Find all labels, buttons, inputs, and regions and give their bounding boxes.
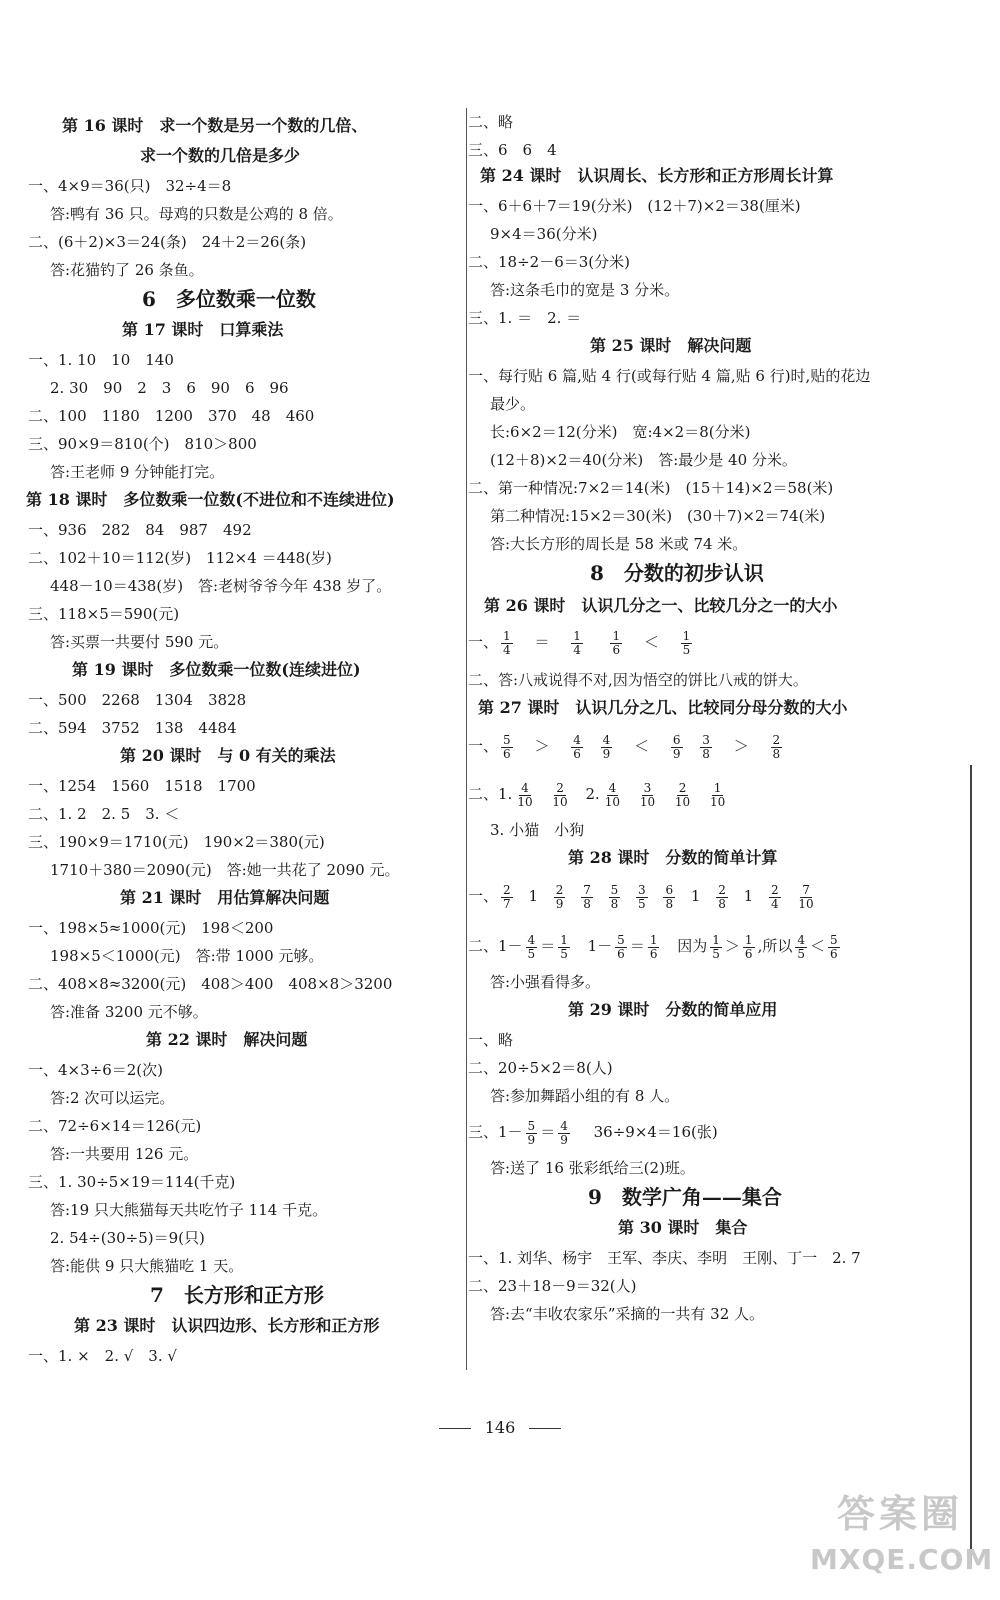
answer-line: 长:6×2＝12(分米) 宽:4×2＝8(分米) (490, 423, 751, 441)
comparison-sign: ＞ (733, 737, 749, 755)
answer-line: 一、略 (468, 1031, 514, 1049)
answer-line: 一、1. × 2. √ 3. √ (28, 1347, 177, 1365)
fraction-compare-line (468, 728, 785, 764)
answer-line: 三、6 6 4 (468, 141, 557, 159)
answer-line: 答:参加舞蹈小组的有 8 人。 (490, 1087, 680, 1105)
lesson-30-title: 第 30 课时 集合 (618, 1218, 748, 1237)
expression-text: 三、1－ (468, 1123, 523, 1141)
fraction: $\frac{2}{4}$ (770, 882, 779, 911)
fraction: $\frac{6}{9}$ (672, 732, 681, 761)
answer-line: 三、1. 30÷5×19＝114(千克) (28, 1173, 236, 1191)
answer-line: 三、118×5＝590(元) (28, 605, 180, 623)
answer-line: 一、500 2268 1304 3828 (28, 691, 247, 709)
expression-text: 因为 (677, 937, 708, 955)
fraction: $\frac{2}{7}$ (503, 882, 511, 911)
comparison-sign: ＞ (724, 937, 740, 955)
fraction: $\frac{1}{10}$ (709, 780, 726, 809)
answer-line: 2. 30 90 2 3 6 90 6 96 (50, 379, 289, 397)
answer-line: 一、4×3÷6＝2(次) (28, 1061, 164, 1079)
watermark-cn: 答案圈 (836, 1492, 963, 1536)
fraction: $\frac{2}{8}$ (772, 732, 781, 761)
comparison-sign: ＞ (534, 737, 550, 755)
answer-line: 答:王老师 9 分钟能打完。 (50, 463, 225, 481)
item-number: 2. (585, 785, 600, 803)
answer-line: 答:鸭有 36 只。母鸡的只数是公鸡的 8 倍。 (50, 205, 343, 223)
equals-sign: ＝ (540, 1123, 556, 1141)
fraction: $\frac{4}{9}$ (560, 1118, 568, 1147)
answer-line: 二、18÷2－6＝3(分米) (468, 253, 630, 271)
fraction: $\frac{2}{8}$ (718, 882, 726, 911)
fraction: $\frac{5}{6}$ (617, 932, 625, 961)
answer-line: 二、594 3752 138 4484 (28, 719, 237, 737)
fraction: $\frac{1}{5}$ (682, 628, 691, 657)
expression-text: 二、1－ (468, 937, 523, 955)
answer-line: 一、1. 刘华、杨宇 王军、李庆、李明 王刚、丁一 2. 7 (468, 1249, 861, 1267)
item-number: 二、1. (468, 785, 513, 803)
answer-line: 二、102＋10＝112(岁) 112×4 ＝448(岁) (28, 549, 332, 567)
fraction: $\frac{7}{8}$ (583, 882, 591, 911)
answer-line: 答:准备 3200 元不够。 (50, 1003, 208, 1021)
whole-number: 1 (690, 887, 701, 905)
item-number: 一、 (468, 737, 499, 755)
answer-line: 198×5＜1000(元) 答:带 1000 元够。 (50, 947, 324, 965)
fraction: $\frac{5}{9}$ (527, 1118, 536, 1147)
answer-line: 一、936 282 84 987 492 (28, 521, 252, 539)
answer-line: 一、1254 1560 1518 1700 (28, 777, 256, 795)
whole-number: 1 (743, 887, 754, 905)
page-number-dash (529, 1428, 561, 1429)
lesson-21-title: 第 21 课时 用估算解决问题 (120, 888, 330, 907)
answer-line: 二、第一种情况:7×2＝14(米) (15＋14)×2＝58(米) (468, 479, 834, 497)
lesson-18-title: 第 18 课时 多位数乘一位数(不进位和不连续进位) (26, 490, 395, 509)
lesson-29-title: 第 29 课时 分数的简单应用 (568, 1000, 778, 1019)
comparison-sign: ＜ (809, 937, 825, 955)
chapter-8-title: 8 分数的初步认识 (590, 561, 764, 585)
fraction: $\frac{4}{10}$ (604, 780, 621, 809)
answer-line: 答:能供 9 只大熊猫吃 1 天。 (50, 1257, 244, 1275)
fraction: $\frac{3}{5}$ (638, 882, 646, 911)
fraction: $\frac{3}{10}$ (639, 780, 656, 809)
lesson-28-title: 第 28 课时 分数的简单计算 (568, 848, 778, 867)
item-number: 一、 (468, 887, 499, 905)
fraction: $\frac{2}{10}$ (674, 780, 691, 809)
answer-line: 一、6＋6＋7＝19(分米) (12＋7)×2＝38(厘米) (468, 197, 801, 215)
equals-sign: ＝ (540, 937, 556, 955)
fraction-calc-line (468, 1114, 718, 1150)
fraction: $\frac{1}{6}$ (649, 932, 658, 961)
watermark-logo (810, 1488, 994, 1593)
fraction-calc-line (468, 928, 843, 964)
answer-line: 答:大长方形的周长是 58 米或 74 米。 (490, 535, 748, 553)
fraction-compare-line (468, 624, 695, 660)
comparison-sign: ＝ (534, 633, 550, 651)
fraction: $\frac{4}{10}$ (517, 780, 533, 809)
answer-line: 答:这条毛巾的宽是 3 分米。 (490, 281, 680, 299)
answer-line: 答:19 只大熊猫每天共吃竹子 114 千克。 (50, 1201, 328, 1219)
lesson-17-title: 第 17 课时 口算乘法 (122, 320, 284, 339)
fraction: $\frac{5}{8}$ (610, 882, 619, 911)
answer-line: 答:送了 16 张彩纸给三(2)班。 (490, 1159, 695, 1177)
page-number-text: 146 (484, 1418, 516, 1437)
comparison-sign: ＜ (643, 633, 659, 651)
fraction: $\frac{1}{4}$ (503, 628, 511, 657)
fraction: $\frac{1}{5}$ (712, 932, 720, 961)
lesson-26-title: 第 26 课时 认识几分之一、比较几分之一的大小 (484, 596, 838, 615)
answer-line: 448－10＝438(岁) 答:老树爷爷今年 438 岁了。 (50, 577, 392, 595)
equals-sign: ＝ (629, 937, 645, 955)
whole-number: 1 (528, 887, 538, 905)
answer-line: 二、20÷5×2＝8(人) (468, 1059, 613, 1077)
answer-line: 三、1. ＝ 2. ＝ (468, 309, 582, 327)
answer-line: 3. 小猫 小狗 (490, 821, 585, 839)
lesson-20-title: 第 20 课时 与 0 有关的乘法 (120, 746, 336, 765)
fraction: $\frac{3}{8}$ (702, 732, 710, 761)
fraction: $\frac{7}{10}$ (798, 882, 814, 911)
watermark-en: MXQE.COM (810, 1543, 994, 1576)
answer-line: 二、(6＋2)×3＝24(条) 24＋2＝26(条) (28, 233, 307, 251)
answer-line: 答:买票一共要付 590 元。 (50, 633, 229, 651)
expression-text: 1－ (587, 937, 613, 955)
answer-line: 二、答:八戒说得不对,因为悟空的饼比八戒的饼大。 (468, 671, 808, 689)
lesson-23-title: 第 23 课时 认识四边形、长方形和正方形 (74, 1316, 380, 1335)
answer-line: 二、408×8≈3200(元) 408＞400 408×8＞3200 (28, 975, 393, 993)
lesson-16-title-line1: 第 16 课时 求一个数是另一个数的几倍、 (62, 116, 368, 135)
answer-line: 一、每行贴 6 篇,贴 4 行(或每行贴 4 篇,贴 6 行)时,贴的花边 (468, 367, 871, 385)
answer-line: 第二种情况:15×2＝30(米) (30＋7)×2＝74(米) (490, 507, 826, 525)
answer-line: 二、100 1180 1200 370 48 460 (28, 407, 315, 425)
lesson-24-title: 第 24 课时 认识周长、长方形和正方形周长计算 (480, 166, 834, 185)
answer-line: 二、72÷6×14＝126(元) (28, 1117, 202, 1135)
answer-line: 答:花猫钓了 26 条鱼。 (50, 261, 204, 279)
fraction: $\frac{4}{9}$ (602, 732, 611, 761)
page-number-dash (439, 1428, 471, 1429)
lesson-22-title: 第 22 课时 解决问题 (146, 1030, 308, 1049)
fraction: $\frac{5}{6}$ (830, 932, 838, 961)
fraction: $\frac{1}{4}$ (573, 628, 581, 657)
expression-text: 36÷9×4＝16(张) (593, 1123, 718, 1141)
answer-line: 最少。 (490, 395, 536, 413)
answer-line: 三、190×9＝1710(元) 190×2＝380(元) (28, 833, 325, 851)
chapter-7-title: 7 长方形和正方形 (150, 1283, 324, 1307)
answer-line: 一、4×9＝36(只) 32÷4＝8 (28, 177, 232, 195)
lesson-16-title-line2: 求一个数的几倍是多少 (140, 146, 301, 165)
answer-line: 2. 54÷(30÷5)＝9(只) (50, 1229, 205, 1247)
page-number (0, 1418, 1000, 1437)
chapter-6-title: 6 多位数乘一位数 (142, 287, 316, 311)
answer-line: 答:一共要用 126 元。 (50, 1145, 199, 1163)
lesson-25-title: 第 25 课时 解决问题 (590, 336, 752, 355)
answer-line: 9×4＝36(分米) (490, 225, 598, 243)
comparison-sign: ＜ (634, 737, 650, 755)
fraction: $\frac{4}{5}$ (797, 932, 805, 961)
answer-line: 答:小强看得多。 (490, 973, 601, 991)
answer-line: 答:去“丰收农家乐”采摘的一共有 32 人。 (490, 1305, 765, 1323)
column-divider (466, 108, 467, 1370)
lesson-19-title: 第 19 课时 多位数乘一位数(连续进位) (72, 660, 361, 679)
answer-line: 二、1. 2 2. 5 3. ＜ (28, 805, 180, 823)
fraction: $\frac{6}{8}$ (665, 882, 674, 911)
fraction-answer-line (468, 776, 730, 812)
answer-line: 一、1. 10 10 140 (28, 351, 174, 369)
item-number: 一、 (468, 633, 499, 651)
answer-line: 二、23＋18－9＝32(人) (468, 1277, 637, 1295)
answer-line: 三、90×9＝810(个) 810＞800 (28, 435, 257, 453)
expression-text: ,所以 (757, 937, 793, 955)
answer-line: 二、略 (468, 113, 514, 131)
page-edge-line (970, 765, 972, 1565)
fraction: $\frac{1}{6}$ (744, 932, 753, 961)
fraction: $\frac{5}{6}$ (503, 732, 511, 761)
fraction: $\frac{1}{5}$ (560, 932, 568, 961)
fraction: $\frac{4}{6}$ (573, 732, 581, 761)
fraction: $\frac{4}{5}$ (527, 932, 536, 961)
answer-line: 1710＋380＝2090(元) 答:她一共花了 2090 元。 (50, 861, 400, 879)
chapter-9-title: 9 数学广角——集合 (588, 1185, 782, 1209)
fraction: $\frac{1}{6}$ (612, 628, 621, 657)
fraction-calc-line (468, 878, 819, 914)
answer-line: 答:2 次可以运完。 (50, 1089, 175, 1107)
lesson-27-title: 第 27 课时 认识几分之几、比较同分母分数的大小 (478, 698, 848, 717)
fraction: $\frac{2}{9}$ (555, 882, 564, 911)
answer-line: 一、198×5≈1000(元) 198＜200 (28, 919, 274, 937)
fraction: $\frac{2}{10}$ (552, 780, 568, 809)
answer-line: (12＋8)×2＝40(分米) 答:最少是 40 分米。 (490, 451, 797, 469)
